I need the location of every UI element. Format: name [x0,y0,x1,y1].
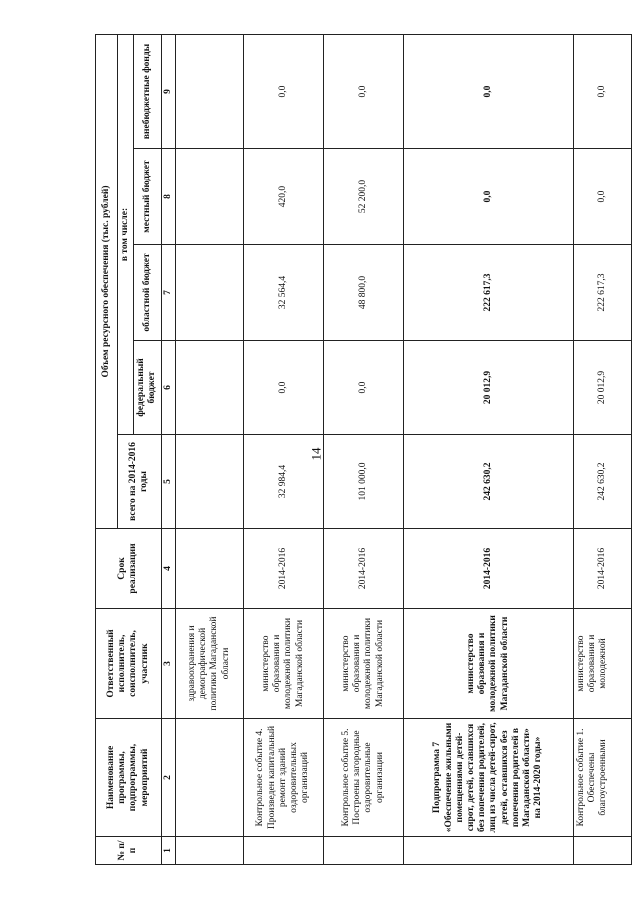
column-number: 1 [161,837,175,865]
cell-exec: министерство образования и молодежной политики Магаданской области [323,609,403,719]
cell-extra: 0,0 [323,34,403,148]
column-number: 3 [161,609,175,719]
cell-reg: 48 800,0 [323,245,403,341]
cell-name: Контрольное событие 4. Произведен капитальный ремонт зданий оздоровительных организаций [243,719,323,837]
cell-reg: 222 617,3 [573,245,631,341]
rotated-table-container [95,35,625,865]
cell-local: 52 200,0 [323,149,403,245]
page-number: 14 [308,447,324,461]
cell-no [175,837,243,865]
cell-name [175,719,243,837]
header-name: Наименование программы, подпрограммы, мероприятий [96,719,162,837]
table-row-cut [573,34,631,864]
table-row [175,34,243,864]
header-period: Срок реализации [96,529,162,609]
cell-name: Контрольное событие 5. Построены загородные оздоровительные организации [323,719,403,837]
cell-total [175,435,243,529]
cell-reg: 222 617,3 [403,245,573,341]
cell-total: 242 630,2 [573,435,631,529]
cell-extra [175,34,243,148]
column-number: 6 [161,341,175,435]
header-fed: федеральный бюджет [134,341,161,435]
cell-total: 101 000,0 [323,435,403,529]
column-number: 8 [161,149,175,245]
cell-no [573,837,631,865]
header-exec: Ответственный исполнитель, соисполнитель, участник [96,609,162,719]
column-number: 9 [161,34,175,148]
column-number: 5 [161,435,175,529]
header-subgroup: в том числе: [118,34,134,434]
cell-fed: 20 012,9 [403,341,573,435]
cell-name: Контрольное событие 1. Обеспечены благоустроенными [573,719,631,837]
cell-exec: здравоохранения и демографической политики Магаданской области [175,609,243,719]
cell-no [403,837,573,865]
cell-reg: 32 564,4 [243,245,323,341]
header-extra: внебюджетные фонды [134,34,161,148]
cell-local: 0,0 [403,149,573,245]
header-no: № п/п [96,837,162,865]
cell-no [243,837,323,865]
cell-reg [175,245,243,341]
header-local: местный бюджет [134,149,161,245]
cell-fed: 0,0 [243,341,323,435]
column-number: 2 [161,719,175,837]
column-number: 7 [161,245,175,341]
cell-period: 2014-2016 [403,529,573,609]
cell-fed [175,341,243,435]
cell-local: 0,0 [573,149,631,245]
cell-local [175,149,243,245]
column-number-row [161,34,175,864]
cell-exec: министерство образования и молодежной политики Магаданской области [403,609,573,719]
column-number: 4 [161,529,175,609]
table-row-subprogram [403,34,573,864]
cell-total: 242 630,2 [403,435,573,529]
table-row [243,34,323,864]
header-resources: Объем ресурсного обеспечения (тыс. рублей) [96,34,118,528]
cell-fed: 20 012,9 [573,341,631,435]
cell-period: 2014-2016 [573,529,631,609]
cell-period: 2014-2016 [243,529,323,609]
cell-no [323,837,403,865]
header-total: всего на 2014-2016 годы [118,435,162,529]
cell-name: Подпрограмма 7 «Обеспечение жильными помещениями детей-сирот, детей, оставшихся без попечения родителей, лиц из числа детей-сирот, детей, оставшихся без попечения родителей в Магаданской области» на 2014-2020 годы» [403,719,573,837]
cell-local: 420,0 [243,149,323,245]
cell-exec: министерство образования и молодежной политики Магаданской области [243,609,323,719]
cell-period [175,529,243,609]
cell-period: 2014-2016 [323,529,403,609]
cell-extra: 0,0 [573,34,631,148]
table-row [323,34,403,864]
cell-extra: 0,0 [243,34,323,148]
cell-extra: 0,0 [403,34,573,148]
cell-exec: министерство образования и молодежной [573,609,631,719]
header-reg: областной бюджет [134,245,161,341]
cell-fed: 0,0 [323,341,403,435]
cell-total: 32 984,4 [243,435,323,529]
header-row-1 [96,34,118,864]
resource-table [95,34,632,865]
